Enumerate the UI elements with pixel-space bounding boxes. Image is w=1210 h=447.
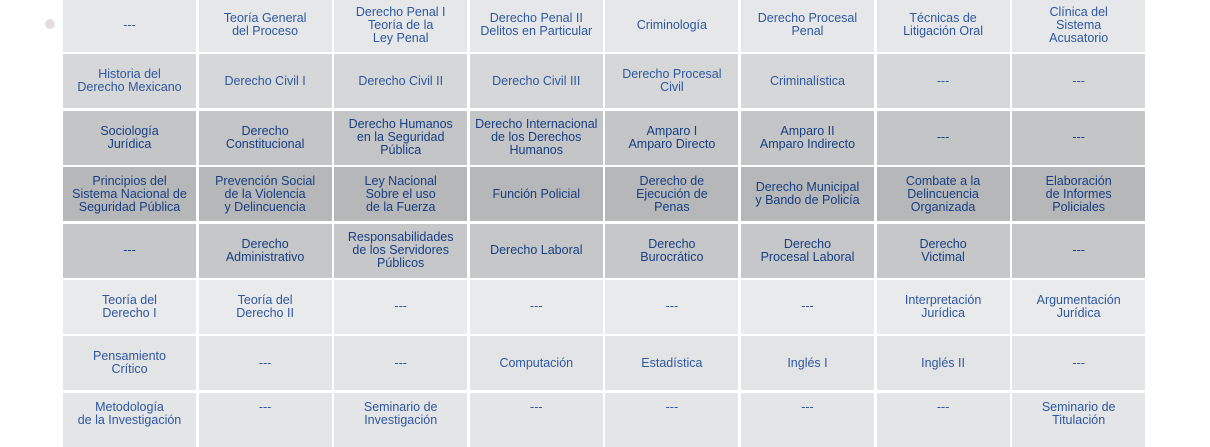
course-cell-r1-c5: Criminología [605,0,738,52]
course-cell-r2-c7: --- [877,54,1010,108]
course-cell-r7-c2: --- [199,336,332,390]
course-cell-r2-c1: Historia del Derecho Mexicano [63,54,196,108]
course-cell-r5-c3: Responsabilidades de los Servidores Públicos [334,224,467,278]
course-cell-r4-c7: Combate a la Delincuencia Organizada [877,167,1010,221]
course-cell-r1-c1: --- [63,0,196,52]
course-cell-r2-c2: Derecho Civil I [199,54,332,108]
course-cell-r4-c8: Elaboración de Informes Policiales [1012,167,1145,221]
course-cell-r4-c5: Derecho de Ejecución de Penas [605,167,738,221]
course-cell-r4-c2: Prevención Social de la Violencia y Delincuencia [199,167,332,221]
course-cell-r7-c5: Estadística [605,336,738,390]
course-cell-r7-c7: Inglés II [877,336,1010,390]
course-cell-r3-c5: Amparo I Amparo Directo [605,111,738,165]
course-cell-r8-c5: --- [605,393,738,447]
course-cell-r3-c6: Amparo II Amparo Indirecto [741,111,874,165]
course-cell-r5-c6: Derecho Procesal Laboral [741,224,874,278]
course-cell-r2-c4: Derecho Civil III [470,54,603,108]
course-cell-r6-c5: --- [605,280,738,334]
course-cell-r6-c6: --- [741,280,874,334]
course-cell-r8-c7: --- [877,393,1010,447]
course-cell-r1-c7: Técnicas de Litigación Oral [877,0,1010,52]
course-cell-r4-c1: Principios del Sistema Nacional de Seguridad Pública [63,167,196,221]
course-cell-r2-c3: Derecho Civil II [334,54,467,108]
course-cell-r5-c1: --- [63,224,196,278]
course-cell-r3-c3: Derecho Humanos en la Seguridad Pública [334,111,467,165]
course-cell-r8-c2: --- [199,393,332,447]
course-cell-r8-c8: Seminario de Titulación [1012,393,1145,447]
curriculum-grid [63,0,1145,447]
course-cell-r3-c2: Derecho Constitucional [199,111,332,165]
course-cell-r7-c1: Pensamiento Crítico [63,336,196,390]
course-cell-r2-c8: --- [1012,54,1145,108]
course-cell-r6-c1: Teoría del Derecho I [63,280,196,334]
course-cell-r1-c3: Derecho Penal I Teoría de la Ley Penal [334,0,467,52]
course-cell-r5-c2: Derecho Administrativo [199,224,332,278]
course-cell-r1-c6: Derecho Procesal Penal [741,0,874,52]
course-cell-r4-c6: Derecho Municipal y Bando de Policía [741,167,874,221]
course-cell-r1-c2: Teoría General del Proceso [199,0,332,52]
course-cell-r8-c4: --- [470,393,603,447]
course-cell-r5-c7: Derecho Victimal [877,224,1010,278]
course-cell-r5-c4: Derecho Laboral [470,224,603,278]
course-cell-r5-c8: --- [1012,224,1145,278]
course-cell-r7-c3: --- [334,336,467,390]
course-cell-r6-c2: Teoría del Derecho II [199,280,332,334]
course-cell-r6-c3: --- [334,280,467,334]
course-cell-r3-c7: --- [877,111,1010,165]
course-cell-r8-c6: --- [741,393,874,447]
course-cell-r4-c3: Ley Nacional Sobre el uso de la Fuerza [334,167,467,221]
course-cell-r6-c7: Interpretación Jurídica [877,280,1010,334]
course-cell-r6-c4: --- [470,280,603,334]
course-cell-r8-c1: Metodología de la Investigación [63,393,196,447]
course-cell-r7-c8: --- [1012,336,1145,390]
course-cell-r5-c5: Derecho Burocrático [605,224,738,278]
course-cell-r2-c6: Criminalística [741,54,874,108]
course-cell-r3-c8: --- [1012,111,1145,165]
course-cell-r7-c4: Computación [470,336,603,390]
bullet-dot-icon [45,19,55,29]
course-cell-r1-c4: Derecho Penal II Delitos en Particular [470,0,603,52]
course-cell-r3-c4: Derecho Internacional de los Derechos Humanos [470,111,603,165]
course-cell-r3-c1: Sociología Jurídica [63,111,196,165]
course-cell-r4-c4: Función Policial [470,167,603,221]
course-cell-r1-c8: Clínica del Sistema Acusatorio [1012,0,1145,52]
course-cell-r7-c6: Inglés I [741,336,874,390]
course-cell-r2-c5: Derecho Procesal Civil [605,54,738,108]
course-cell-r6-c8: Argumentación Jurídica [1012,280,1145,334]
course-cell-r8-c3: Seminario de Investigación [334,393,467,447]
